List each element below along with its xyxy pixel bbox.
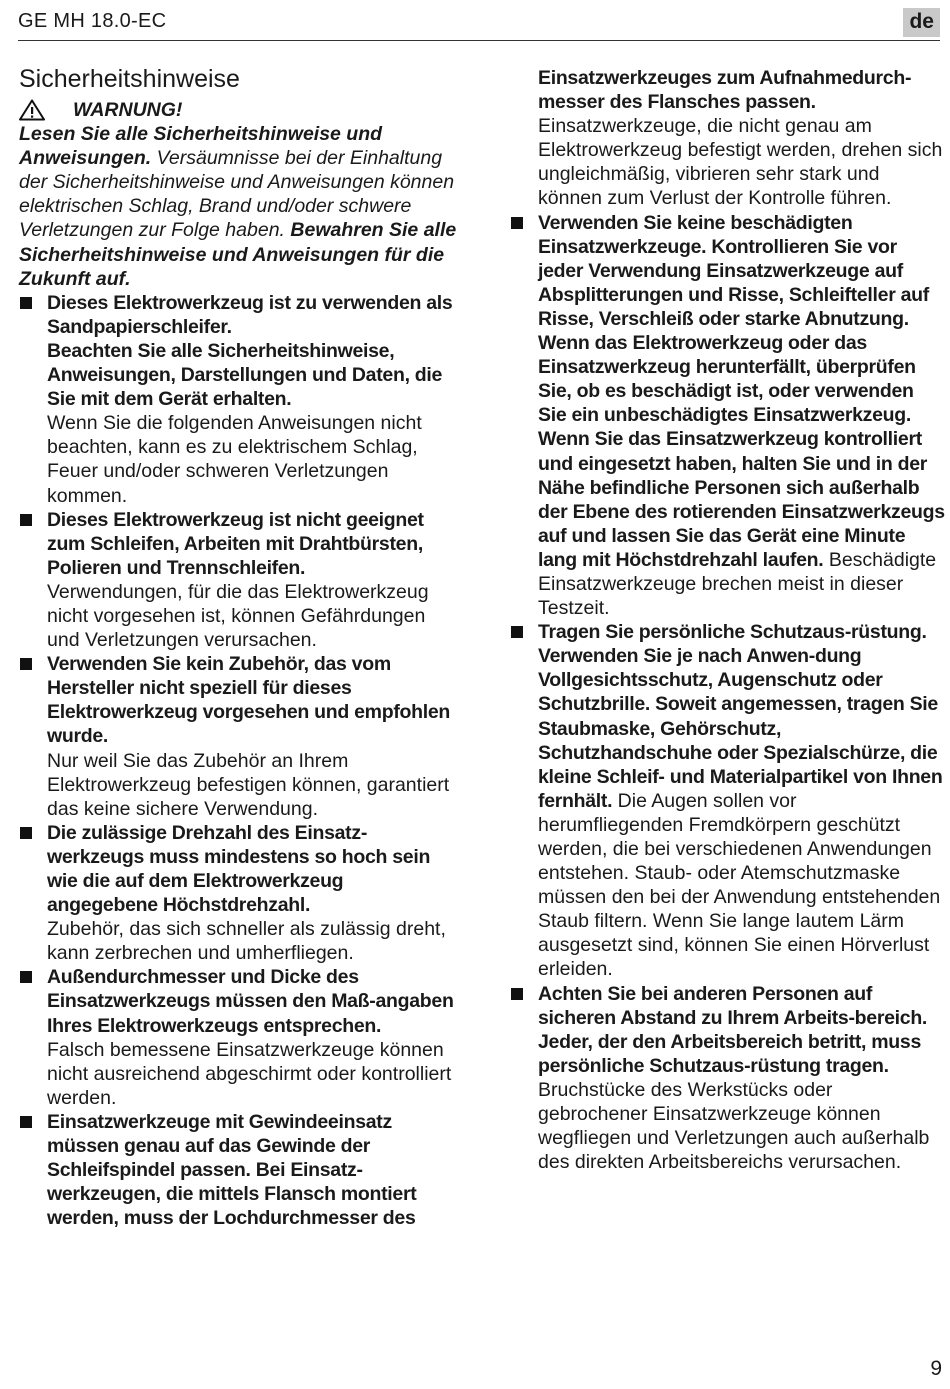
- list-item: [19, 965, 459, 1110]
- item-bold: Verwenden Sie kein Zubehör, das vom Hersteller nicht speziell für dieses Elektrowerkzeug vorgesehen und empfohlen wurde.: [47, 653, 451, 748]
- item-bold: Tragen Sie persönliche Schutzaus-rüstung. Verwenden Sie je nach Anwen-dung Vollgesichtsschutz, Augenschutz oder Schutzbrille. Soweit angemessen, tragen Sie Staubmaske, Gehörschutz, Schutzhandschuhe oder Spezialschürze, die kleine Schleif- und Materialpartikel von Ihnen fernhält.: [538, 621, 943, 812]
- bullet-square-icon: [20, 658, 32, 670]
- left-column: [19, 62, 459, 1230]
- warning-heading: [19, 98, 459, 122]
- item-bold: Einsatzwerkzeuges zum Aufnahmedurch-messer des Flansches passen.: [538, 67, 912, 114]
- item-text: Die Augen sollen vor herumfliegenden Fremdkörpern geschützt werden, die bei verschiedenen Anwendungen entstehen. Staub- oder Atemschutzmaske müssen den bei der Anwendung entstehenden Staub filtern. Wenn Sie lange lautem Lärm ausgesetzt sind, können Sie einen Hörverlust erleiden.: [538, 789, 941, 981]
- list-item: [510, 211, 946, 621]
- bullet-square-icon: [511, 626, 523, 638]
- item-bold: Achten Sie bei anderen Personen auf sicheren Abstand zu Ihrem Arbeits-bereich. Jeder, der den Arbeitsbereich betritt, muss persönliche Schutzaus-rüstung tragen.: [538, 982, 928, 1077]
- warning-tail: Bewahren Sie alle Sicherheitshinweise und Anweisungen für die Zukunft auf.: [19, 219, 457, 290]
- model-name: GE MH 18.0-EC: [18, 10, 167, 32]
- list-item: [19, 821, 459, 966]
- item-text: Zubehör, das sich schneller als zulässig dreht, kann zerbrechen und umherfliegen.: [47, 918, 446, 965]
- bullet-square-icon: [20, 971, 32, 983]
- bullet-square-icon: [511, 988, 523, 1000]
- item-bold-2: Beachten Sie alle Sicherheitshinweise, Anweisungen, Darstellungen und Daten, die Sie mit dem Gerät erhalten.: [47, 339, 443, 411]
- warning-block: [19, 98, 459, 291]
- page-header: [18, 8, 940, 41]
- item-text: Wenn Sie die folgenden Anweisungen nicht beachten, kann es zu elektrischem Schlag, Feuer und/oder schweren Verletzungen kommen.: [47, 412, 422, 507]
- item-bold: Außendurchmesser und Dicke des Einsatzwerkzeugs müssen den Maß-angaben Ihres Elektrowerkzeugs entsprechen.: [47, 966, 454, 1037]
- warning-label: WARNUNG!: [73, 99, 183, 121]
- item-bold: Die zulässige Drehzahl des Einsatz-werkzeugs muss mindestens so hoch sein wie die auf dem Elektrowerkzeug angegebene Höchstdrehzahl.: [47, 821, 431, 917]
- language-badge: de: [903, 8, 940, 37]
- list-item: [510, 982, 946, 1175]
- item-text: Einsatzwerkzeuge, die nicht genau am Elektrowerkzeug befestigt werden, drehen sich ungleichmäßig, vibrieren sehr stark und können zum Verlust der Kontrolle führen.: [538, 115, 943, 210]
- item-bold: Verwenden Sie keine beschädigten Einsatzwerkzeuge. Kontrollieren Sie vor jeder Verwendung Einsatzwerkzeuge auf Absplitterungen und Risse, Schleifteller auf Risse, Verschleiß oder starke Abnutzung. Wenn das Elektrowerkzeug oder das Einsatzwerkzeug herunterfällt, überprüfen Sie, ob es beschädigt ist, oder verwenden Sie ein unbeschädigtes Einsatzwerkzeug. Wenn Sie das Einsatzwerkzeug kontrolliert und eingesetzt haben, halten Sie und in der Nähe befindliche Personen sich außerhalb der Ebene des rotierenden Einsatzwerkzeugs auf und lassen Sie das Gerät eine Minute lang mit Höchstdrehzahl laufen.: [538, 211, 945, 571]
- item-bold: Dieses Elektrowerkzeug ist nicht geeignet zum Schleifen, Arbeiten mit Drahtbürsten, Polieren und Trennschleifen.: [47, 508, 424, 579]
- item-text: Bruchstücke des Werkstücks oder gebrochener Einsatzwerkzeuge können wegfliegen und Verletzungen auch außerhalb des direkten Arbeitsbereichs verursachen.: [538, 1078, 930, 1174]
- page-number: 9: [930, 1357, 942, 1380]
- right-column: [510, 66, 946, 1174]
- item-bold: Einsatzwerkzeuge mit Gewindeeinsatz müssen genau auf das Gewinde der Schleifspindel passen. Bei Einsatz-werkzeugen, die mittels Flansch montiert werden, muss der Lochdurchmesser des: [47, 1110, 417, 1230]
- list-item: [510, 620, 946, 981]
- list-item: [19, 291, 459, 508]
- item-text: Falsch bemessene Einsatzwerkzeuge können nicht ausreichend abgeschirmt oder kontrolliert werden.: [47, 1038, 452, 1109]
- warning-triangle-icon: [19, 99, 45, 121]
- item-bold: Dieses Elektrowerkzeug ist zu verwenden als Sandpapierschleifer.: [47, 291, 453, 338]
- list-item-continuation: [510, 66, 946, 211]
- item-text: Beschädigte Einsatzwerkzeuge brechen meist in dieser Testzeit.: [538, 548, 937, 620]
- list-item: [19, 1110, 459, 1230]
- bullet-square-icon: [20, 514, 32, 526]
- list-item: [19, 508, 459, 653]
- bullet-square-icon: [20, 297, 32, 309]
- bullet-square-icon: [511, 217, 523, 229]
- item-text: Nur weil Sie das Zubehör an Ihrem Elektrowerkzeug befestigen können, garantiert das keine sichere Verwendung.: [47, 749, 450, 820]
- item-text: Verwendungen, für die das Elektrowerkzeug nicht vorgesehen ist, können Gefährdungen und Verletzungen verursachen.: [47, 580, 429, 652]
- warning-lead: Lesen Sie alle Sicherheitshinweise und Anweisungen.: [19, 123, 383, 170]
- list-item: [19, 652, 459, 821]
- bullet-square-icon: [20, 827, 32, 839]
- section-title: Sicherheitshinweise: [19, 65, 240, 93]
- warning-text: [19, 122, 459, 291]
- warning-body: Versäumnisse bei der Einhaltung der Sicherheitshinweise und Anweisungen können elektrischen Schlag, Brand und/oder schwere Verletzungen zur Folge haben.: [19, 147, 455, 242]
- bullet-square-icon: [20, 1116, 32, 1128]
